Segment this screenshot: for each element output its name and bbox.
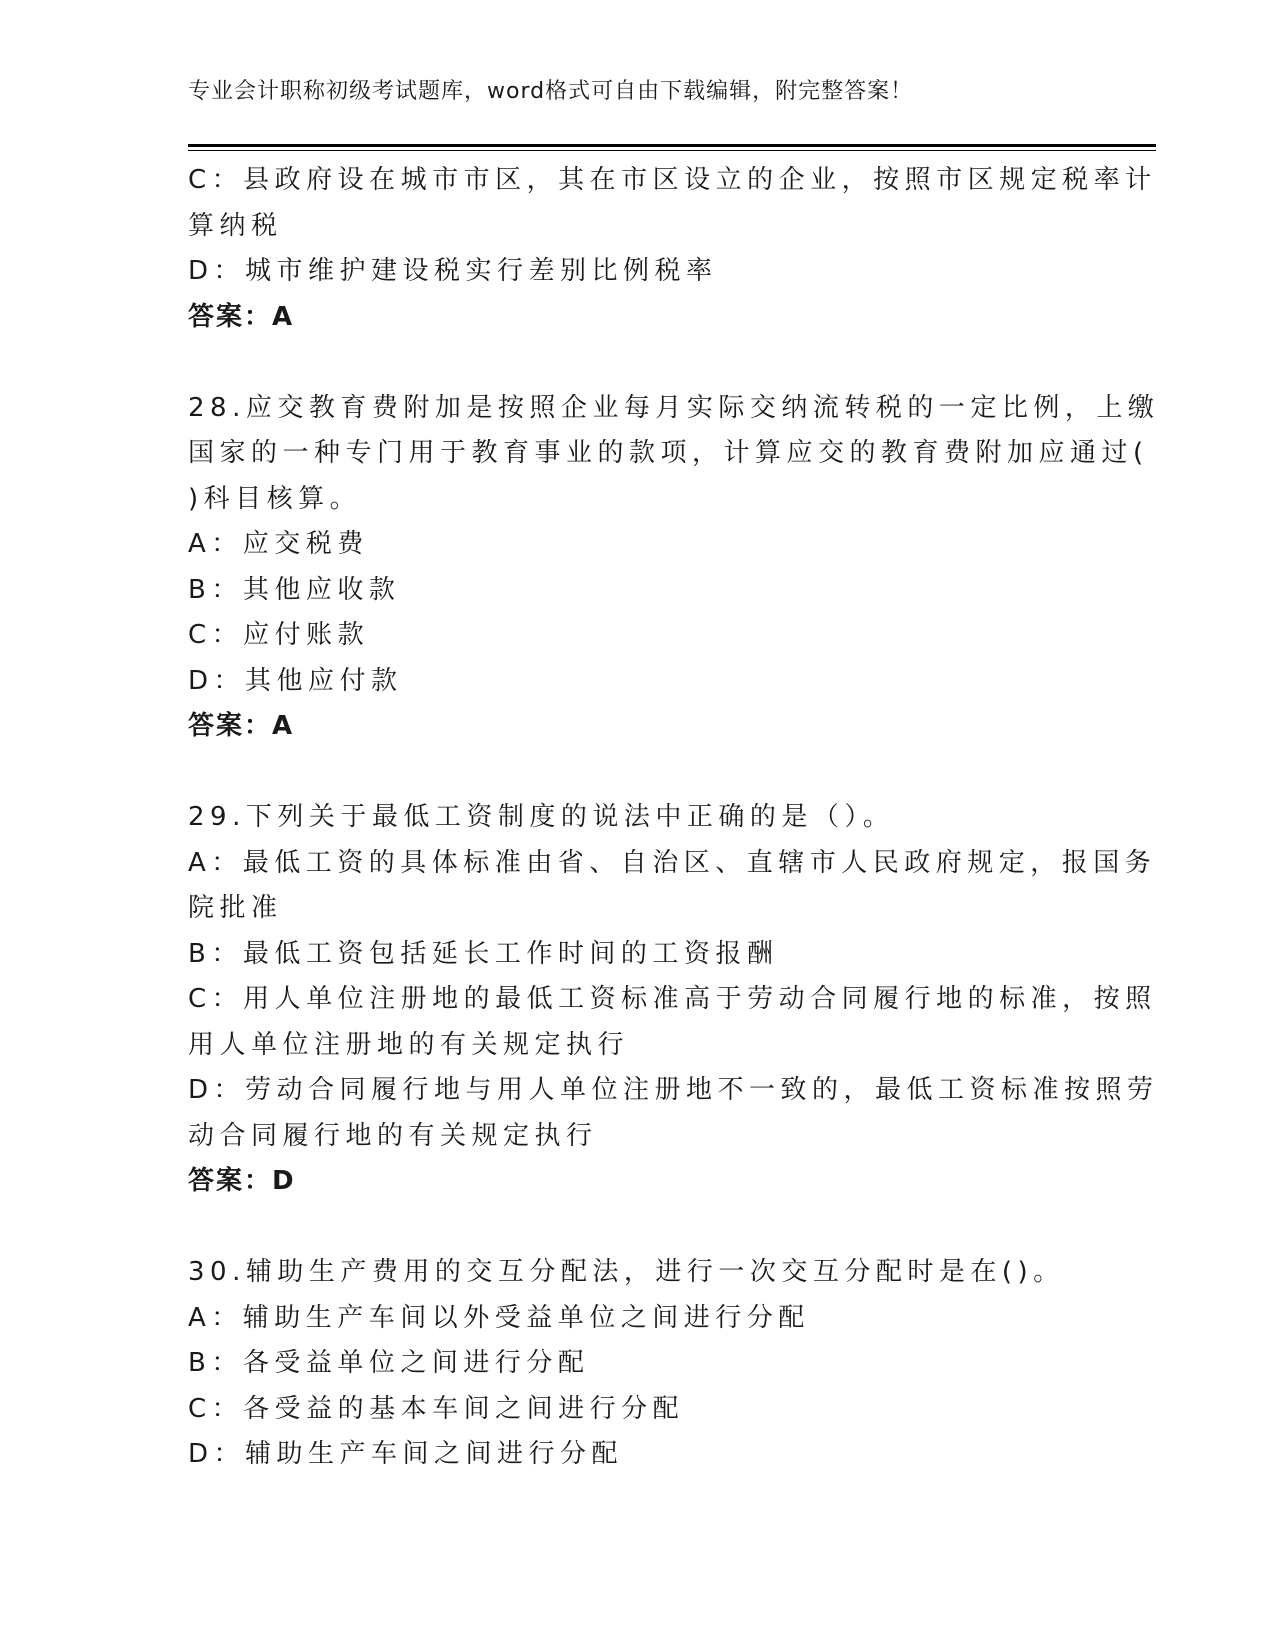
option-a: A：辅助生产车间以外受益单位之间进行分配 [188, 1302, 810, 1333]
option-a: A：应交税费 [188, 529, 369, 559]
header-rule-thin [188, 150, 1156, 151]
question-text-line-2: 国家的一种专门用于教育事业的款项，计算应交的教育费附加应通过( [188, 438, 1149, 468]
option-d: D：辅助生产车间之间进行分配 [188, 1439, 624, 1469]
option-c-line-1: C：县政府设在城市市区，其在市区设立的企业，按照市区规定税率计 [188, 165, 1157, 195]
option-d-line-2: 动合同履行地的有关规定执行 [188, 1120, 598, 1151]
question-text: 30.辅助生产费用的交互分配法，进行一次交互分配时是在()。 [188, 1257, 1065, 1287]
spacer [188, 1205, 1088, 1251]
header-rule-thick [188, 144, 1156, 147]
option-c-line-2: 算纳税 [188, 210, 283, 241]
answer: 答案：A [188, 301, 295, 332]
option-b: B：其他应收款 [188, 574, 401, 605]
option-c: C：应付账款 [188, 620, 370, 650]
spacer [188, 340, 1088, 386]
question-27-continuation [188, 158, 1157, 340]
option-d: D：城市维护建设税实行差别比例税率 [188, 256, 718, 286]
option-b: B：最低工资包括延长工作时间的工资报酬 [188, 938, 779, 969]
page-header: 专业会计职称初级考试题库，word格式可自由下载编辑，附完整答案！ [188, 79, 914, 104]
option-a-line-1: A：最低工资的具体标准由省、自治区、直辖市人民政府规定，报国务 [188, 847, 1157, 878]
option-b: B：各受益单位之间进行分配 [188, 1348, 590, 1378]
option-c-line-1: C：用人单位注册地的最低工资标准高于劳动合同履行地的标准，按照 [188, 984, 1157, 1014]
option-d-line-1: D：劳动合同履行地与用人单位注册地不一致的，最低工资标准按照劳 [188, 1075, 1159, 1105]
option-a-line-2: 院批准 [188, 893, 283, 923]
question-28 [188, 386, 1160, 750]
option-c: C：各受益的基本车间之间进行分配 [188, 1393, 685, 1424]
option-d: D：其他应付款 [188, 665, 403, 696]
question-text-line-3: )科目核算。 [188, 483, 362, 514]
answer: 答案：A [188, 711, 295, 741]
option-c-line-2: 用人单位注册地的有关规定执行 [188, 1029, 630, 1060]
document-body [188, 158, 1160, 1478]
spacer [188, 750, 1088, 796]
question-text-line-1: 28.应交教育费附加是按照企业每月实际交纳流转税的一定比例，上缴 [188, 392, 1160, 423]
question-text: 29.下列关于最低工资制度的说法中正确的是（）。 [188, 802, 895, 832]
answer: 答案：D [188, 1166, 296, 1196]
question-30 [188, 1250, 1088, 1478]
question-29 [188, 795, 1159, 1205]
